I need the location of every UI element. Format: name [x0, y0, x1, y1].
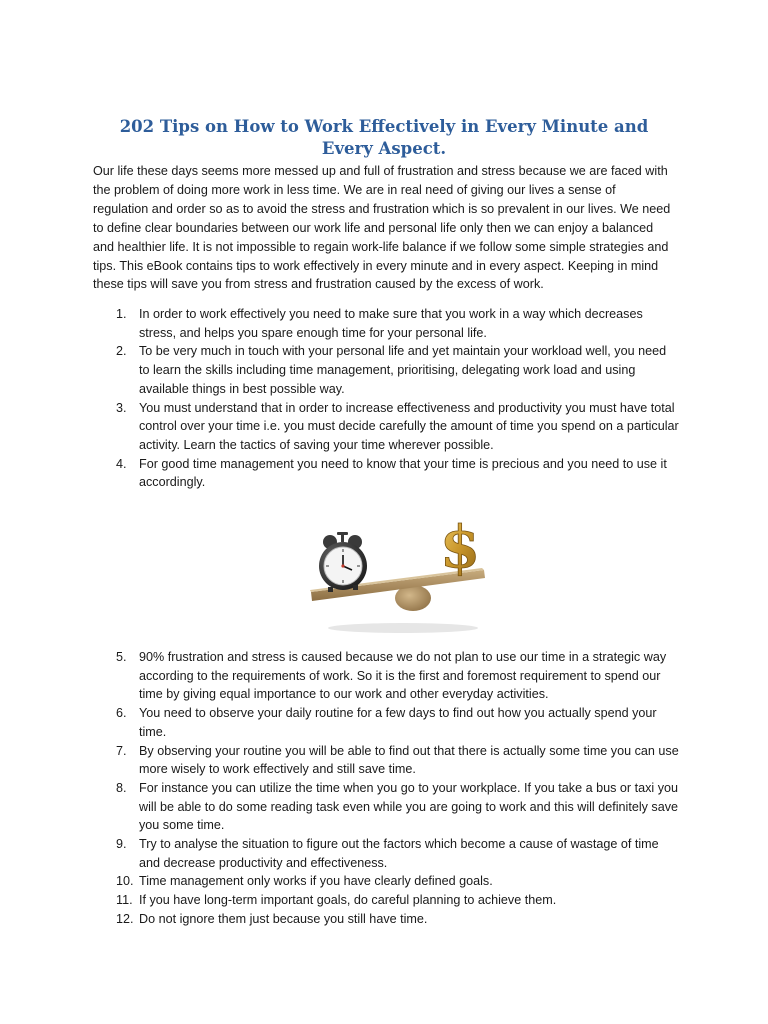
item-text: You must understand that in order to increase effectiveness and productivity you must have total control over your time i.e. you must decide carefully the amount of time you spend on a particular activity. Learn the tactics of saving your time wherever possible. — [139, 400, 679, 452]
item-number: 11. — [116, 893, 133, 908]
intro-paragraph: Our life these days seems more messed up and full of frustration and stress because we are faced with the problem of doing more work in less time. We are in real need of giving our lives a sense of regulation and order so as to avoid the stress and frustration which is so prevalent in our lives. We need to define clear boundaries between our work life and personal life only then we can enjoy a balanced and healthier life. It is not impossible to regain work-life balance if we follow some simple strategies and tips. This eBook contains tips to work effectively in every minute and in every aspect. Keeping in mind these tips will save you from stress and frustration caused by the excess of work. — [93, 164, 671, 292]
list-item — [0, 742, 679, 779]
item-text: In order to work effectively you need to make sure that you work in a way which decreases stress, and helps you spare enough time for your personal life. — [139, 307, 643, 340]
list-item — [0, 779, 679, 835]
tips-list-part2 — [0, 648, 768, 929]
item-text: For good time management you need to know that your time is precious and you need to use it accordingly. — [139, 456, 667, 490]
item-number: 8. — [116, 780, 127, 795]
list-item — [0, 891, 679, 910]
item-text: If you have long-term important goals, do careful planning to achieve them. — [139, 893, 557, 908]
item-text: Try to analyse the situation to figure out the factors which become a cause of wastage of time and decrease productivity and effectiveness. — [139, 837, 659, 870]
item-text: For instance you can utilize the time when you go to your workplace. If you take a bus or taxi you will be able to do some reading task even while you are going to work and this will definitely save you some time. — [139, 780, 679, 833]
item-number: 10. — [116, 874, 134, 889]
item-number: 3. — [116, 400, 127, 415]
item-number: 6. — [116, 706, 127, 721]
list-item — [0, 910, 679, 929]
list-item — [0, 704, 679, 741]
list-item — [0, 305, 679, 342]
page-title: 202 Tips on How to Work Effectively in Every Minute and Every Aspect. — [119, 117, 649, 158]
item-number: 4. — [116, 456, 127, 471]
item-text: Do not ignore them just because you still have time. — [139, 911, 428, 926]
item-text: You need to observe your daily routine for a few days to find out how you actually spend your time. — [139, 706, 657, 739]
list-item — [0, 455, 679, 492]
tips-list-part1 — [0, 305, 768, 492]
item-text: To be very much in touch with your personal life and yet maintain your workload well, you need to learn the skills including time management, prioritising, delegating work load and using available things in best possible way. — [139, 344, 667, 396]
item-text: By observing your routine you will be able to find out that there is actually some time you can use more wisely to work effectively and still save time. — [139, 743, 679, 777]
list-item — [0, 835, 679, 872]
item-number: 1. — [116, 307, 127, 321]
item-number: 9. — [116, 837, 127, 852]
item-text: 90% frustration and stress is caused because we do not plan to use our time in a strategic way according to the requirements of work. So it is the first and foremost requirement to spend our time by giving equal importance to our work and other everyday activities. — [139, 650, 667, 702]
item-number: 7. — [116, 743, 127, 758]
list-item — [0, 399, 679, 455]
item-number: 2. — [116, 344, 127, 359]
list-item — [0, 342, 679, 398]
clock-money-seesaw-icon — [308, 512, 488, 637]
list-item — [0, 872, 679, 891]
item-number: 12. — [116, 911, 134, 926]
svg-text:$: $ — [439, 513, 481, 581]
item-number: 5. — [116, 650, 127, 664]
item-text: Time management only works if you have clearly defined goals. — [139, 874, 493, 889]
list-item — [0, 648, 679, 704]
